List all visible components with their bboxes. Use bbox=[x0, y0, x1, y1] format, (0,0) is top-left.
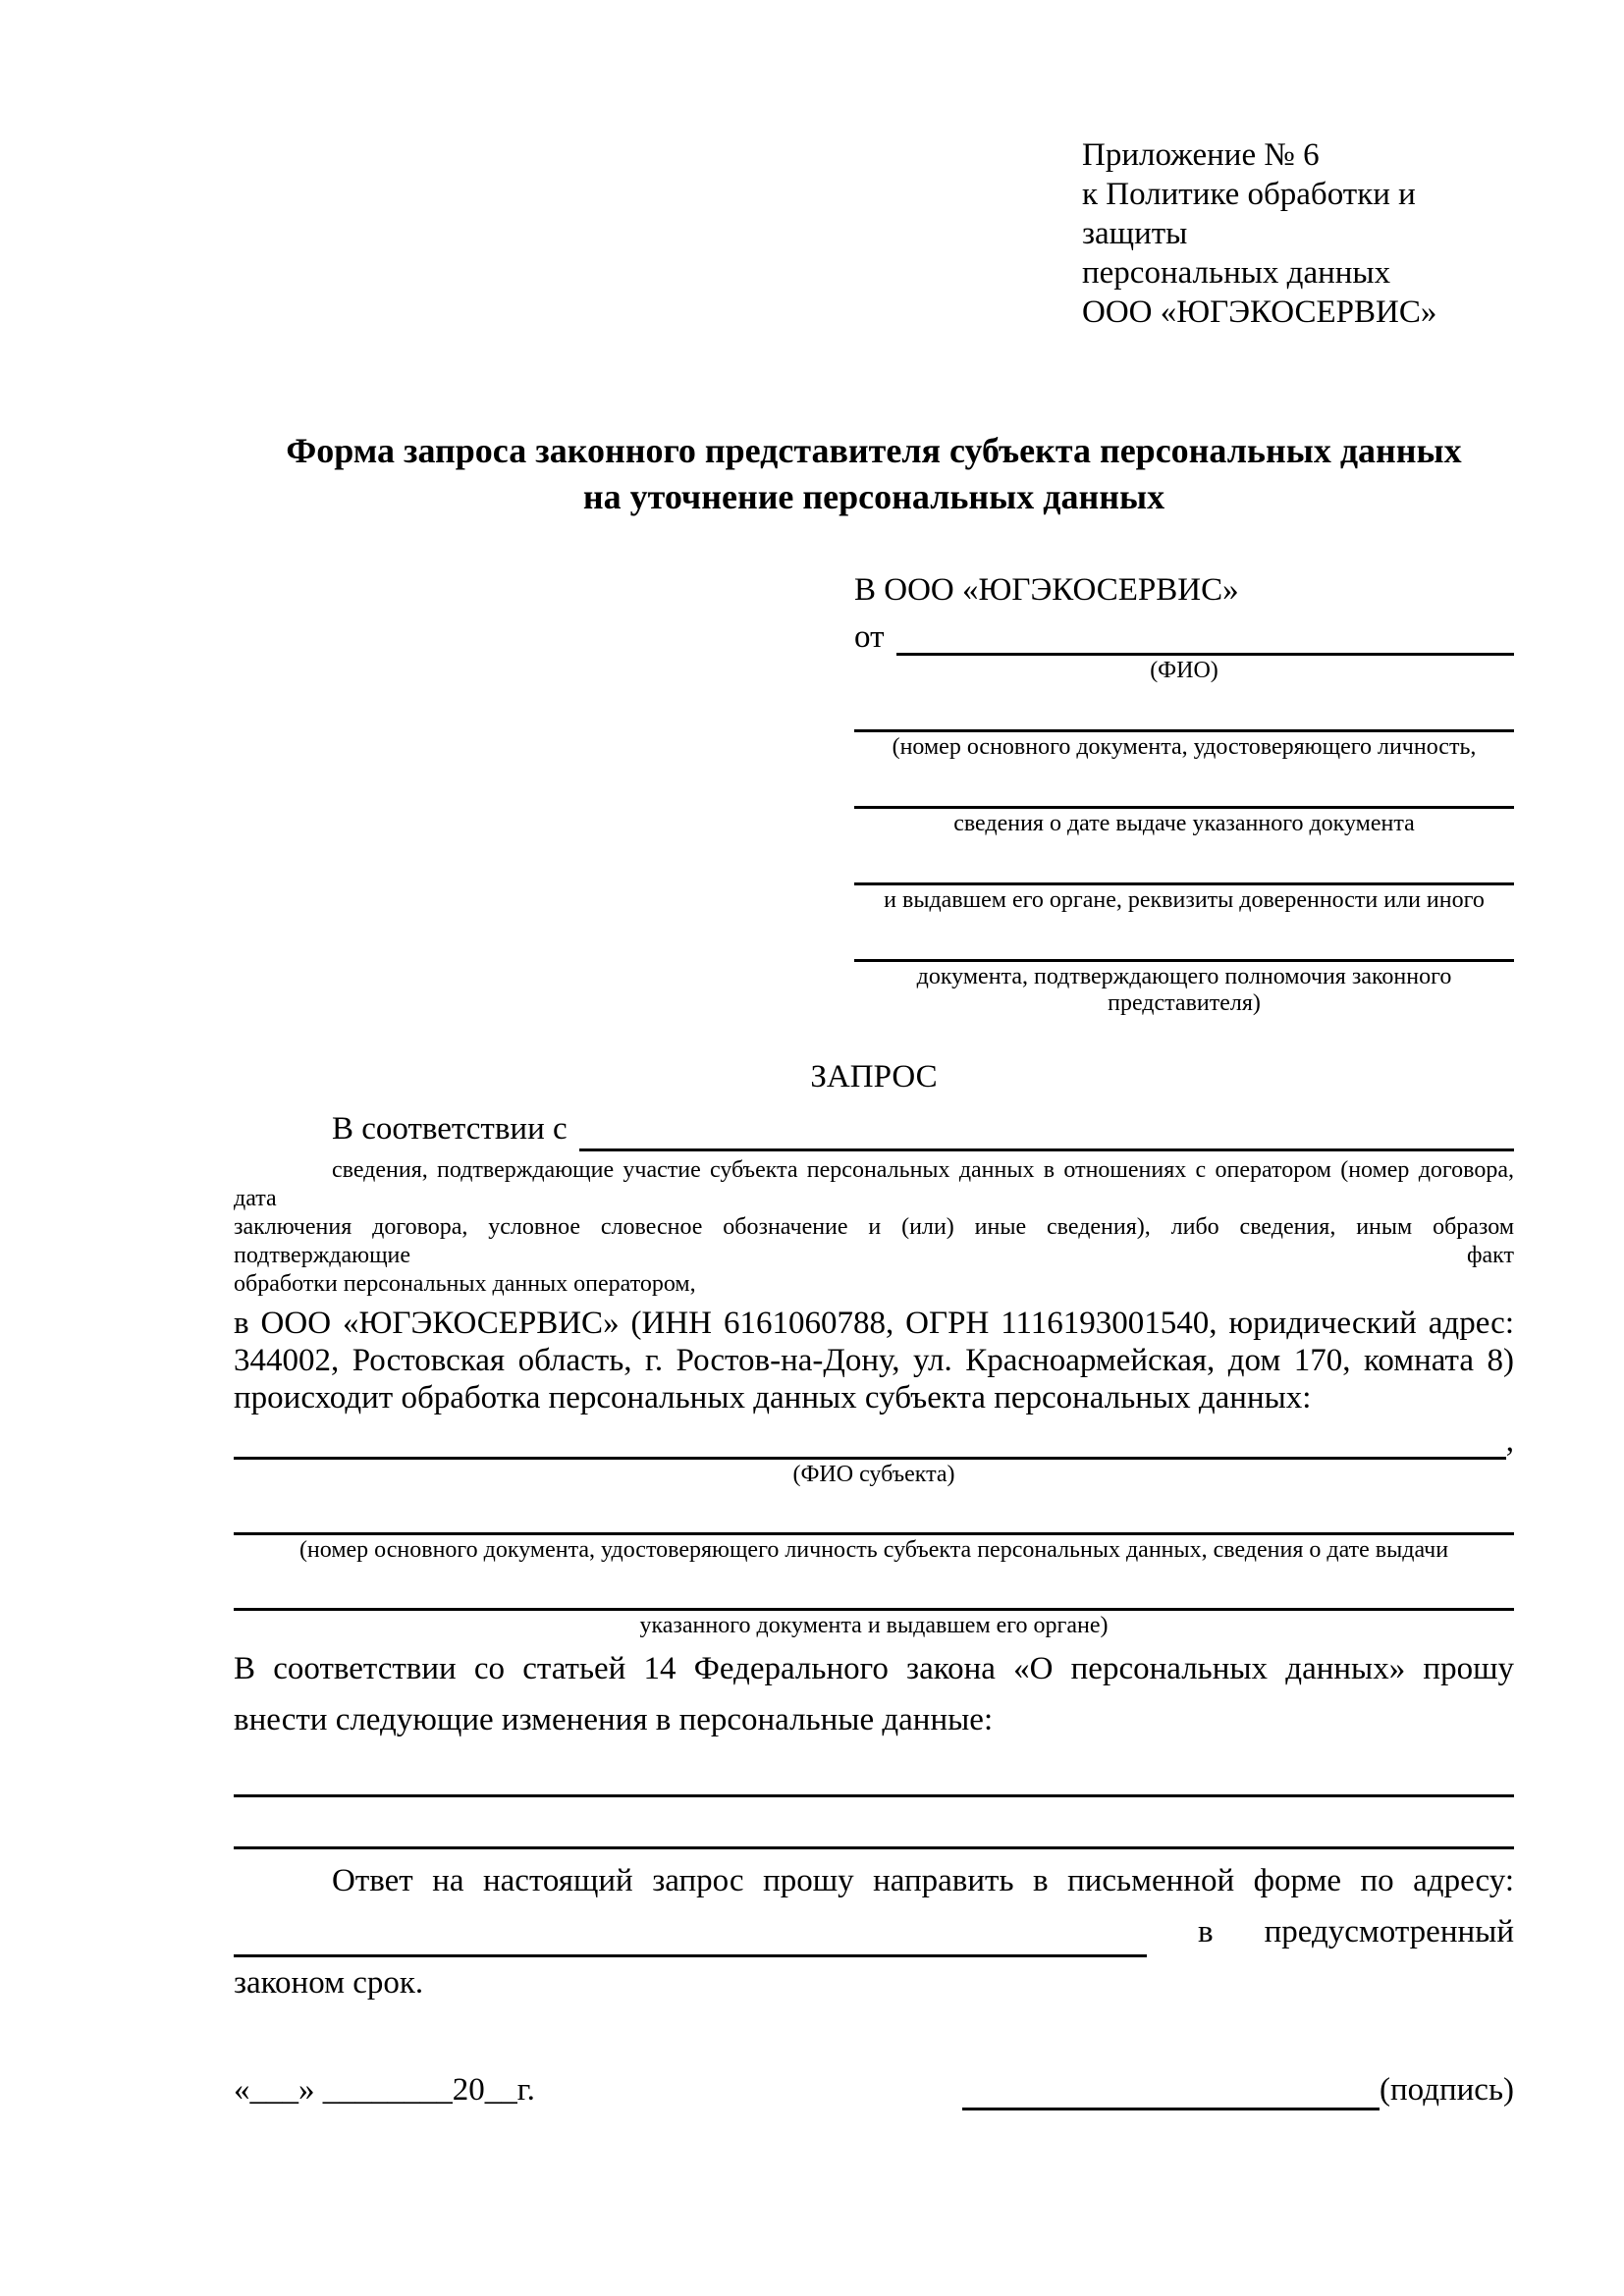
form-title-line-1: Форма запроса законного представителя субъекта персональных данных bbox=[286, 431, 1462, 470]
accordance-prefix: В соответствии с bbox=[332, 1111, 568, 1147]
subject-authority-blank-line bbox=[234, 1569, 1514, 1611]
fine-print-line-1: сведения, подтверждающие участие субъекта персональных данных в отношениях с оператором (номер договора, дата bbox=[234, 1157, 1514, 1211]
operator-line-2: 344002, Ростовская область, г. Ростов-на-Дону, ул. Красноармейская, дом 170, комната 8) bbox=[234, 1343, 1514, 1378]
reply-word-v: в bbox=[1198, 1914, 1214, 1949]
fine-print-line-3: обработки персональных данных оператором, bbox=[234, 1271, 696, 1297]
subject-fio-comma: , bbox=[1505, 1423, 1514, 1459]
law-line-2: внести следующие изменения в персональные данные: bbox=[234, 1702, 994, 1737]
law-line-1: В соответствии со статьей 14 Федерального закона «О персональных данных» прошу bbox=[234, 1651, 1514, 1686]
reply-line-1: Ответ на настоящий запрос прошу направить в письменной форме по адресу: bbox=[332, 1863, 1514, 1898]
from-line bbox=[854, 614, 1514, 656]
subject-authority-caption: указанного документа и выдавшем его органе) bbox=[639, 1613, 1109, 1638]
subject-fio-caption: (ФИО субъекта) bbox=[792, 1462, 955, 1487]
subject-document-caption: (номер основного документа, удостоверяющего личность субъекта персональных данных, сведения о дате выдачи bbox=[298, 1537, 1449, 1563]
issue-date-blank-line bbox=[854, 761, 1514, 809]
appendix-line-2: к Политике обработки и защиты bbox=[1082, 177, 1416, 251]
signature-area bbox=[962, 2069, 1514, 2110]
issuing-authority-caption: и выдавшем его органе, реквизиты доверенности или иного bbox=[884, 887, 1485, 913]
representative-authority-caption: документа, подтверждающего полномочия законного представителя) bbox=[916, 964, 1452, 1016]
reply-address-blank-line bbox=[234, 1915, 1147, 1957]
appendix-block bbox=[1082, 135, 1514, 332]
subject-fio-blank-line bbox=[234, 1417, 1506, 1460]
fine-print-line-2: заключения договора, условное словесное обозначение и (или) иные сведения), либо сведения, иным образом подтверждающие факт bbox=[234, 1214, 1514, 1268]
changes-blank-line-2 bbox=[234, 1797, 1514, 1849]
request-heading: ЗАПРОС bbox=[810, 1059, 938, 1095]
subject-fio-line bbox=[234, 1416, 1514, 1460]
appendix-line-4: ООО «ЮГЭКОСЕРВИС» bbox=[1082, 294, 1437, 330]
date-blank: «___» ________20__г. bbox=[234, 2072, 535, 2108]
addressee-to: В ООО «ЮГЭКОСЕРВИС» bbox=[854, 572, 1239, 608]
form-title-line-2: на уточнение персональных данных bbox=[582, 477, 1165, 516]
representative-authority-blank-line bbox=[854, 914, 1514, 962]
from-label: от bbox=[854, 619, 885, 655]
reply-address-line bbox=[234, 1906, 1514, 1957]
operator-line-3: происходит обработка персональных данных субъекта персональных данных: bbox=[234, 1380, 1312, 1415]
reply-word-predusmotrenny: предусмотренный bbox=[1264, 1914, 1514, 1949]
subject-document-line bbox=[234, 1496, 1514, 1535]
document-number-blank-line bbox=[854, 684, 1514, 732]
law-paragraph bbox=[234, 1643, 1514, 1745]
operator-paragraph bbox=[234, 1305, 1514, 1416]
changes-blank-line-1 bbox=[234, 1745, 1514, 1797]
appendix-line-3: персональных данных bbox=[1082, 255, 1391, 291]
reply-paragraph bbox=[234, 1855, 1514, 2008]
signature-blank-line bbox=[962, 2070, 1380, 2110]
operator-line-1: в ООО «ЮГЭКОСЕРВИС» (ИНН 6161060788, ОГРН 1116193001540, юридический адрес: bbox=[234, 1306, 1514, 1341]
issuing-authority-blank-line bbox=[854, 837, 1514, 885]
subject-document-blank-line bbox=[234, 1493, 1514, 1535]
accordance-line bbox=[234, 1111, 1514, 1152]
date-signature-row bbox=[234, 2069, 1514, 2110]
fine-print-block bbox=[234, 1156, 1514, 1299]
reply-line-3: законом срок. bbox=[234, 1965, 424, 2001]
issue-date-caption: сведения о дате выдаче указанного документа bbox=[953, 811, 1415, 836]
subject-authority-line bbox=[234, 1572, 1514, 1611]
document-number-caption: (номер основного документа, удостоверяющего личность, bbox=[892, 734, 1477, 760]
appendix-line-1: Приложение № 6 bbox=[1082, 137, 1320, 173]
fio-blank-line bbox=[896, 615, 1515, 656]
accordance-blank-line bbox=[579, 1111, 1514, 1151]
fio-caption: (ФИО) bbox=[1150, 658, 1218, 683]
signature-caption: (подпись) bbox=[1380, 2072, 1514, 2108]
addressee-block bbox=[854, 569, 1514, 1017]
form-title bbox=[234, 428, 1514, 520]
